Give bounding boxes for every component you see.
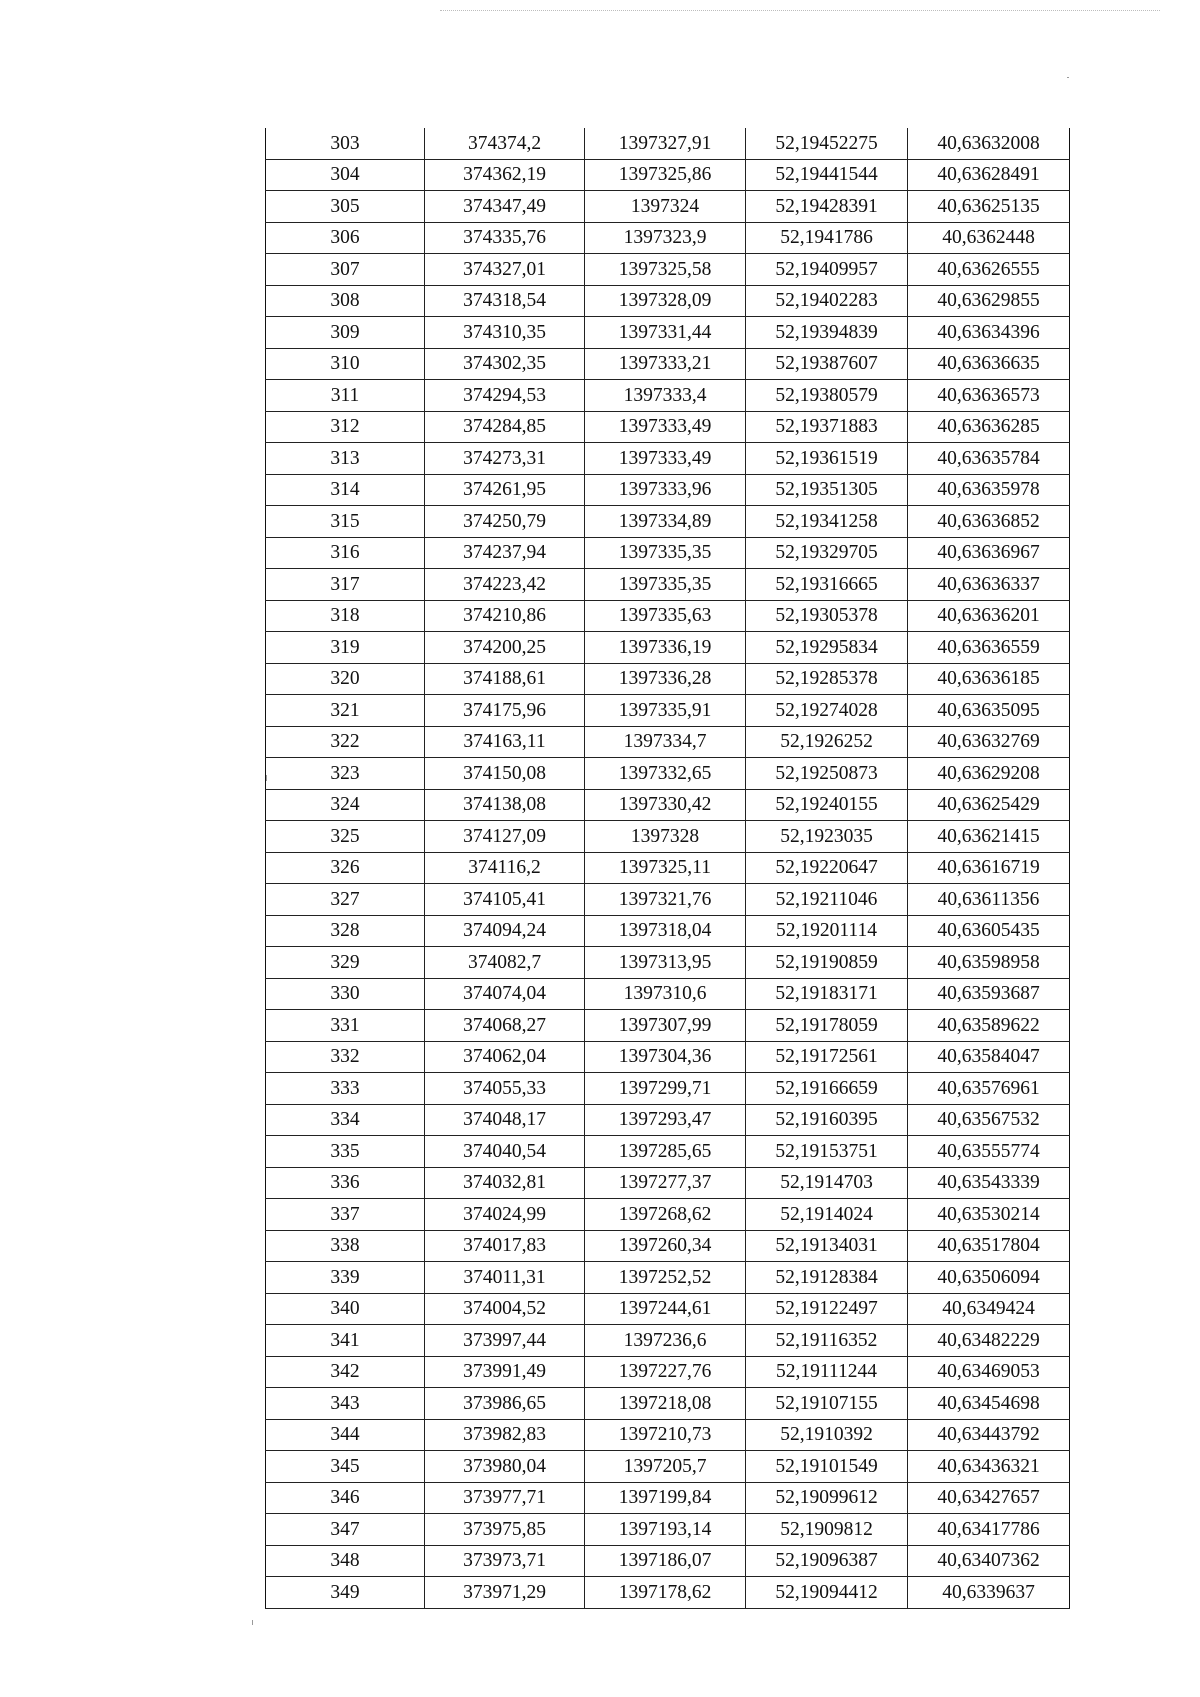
longitude-cell: 40,63628491 [908, 159, 1070, 191]
latitude-cell: 52,19387607 [746, 348, 908, 380]
y-coordinate-cell: 1397307,99 [585, 1010, 746, 1042]
table-row [266, 1356, 1070, 1388]
y-coordinate-cell: 1397336,28 [585, 663, 746, 695]
y-coordinate-cell: 1397277,37 [585, 1167, 746, 1199]
latitude-cell: 52,19111244 [746, 1356, 908, 1388]
y-coordinate-cell: 1397335,35 [585, 537, 746, 569]
longitude-cell: 40,63629208 [908, 758, 1070, 790]
y-coordinate-cell: 1397285,65 [585, 1136, 746, 1168]
y-coordinate-cell: 1397330,42 [585, 789, 746, 821]
longitude-cell: 40,63636852 [908, 506, 1070, 538]
longitude-cell: 40,63436321 [908, 1451, 1070, 1483]
x-coordinate-cell: 374273,31 [425, 443, 585, 475]
longitude-cell: 40,63636285 [908, 411, 1070, 443]
longitude-cell: 40,63469053 [908, 1356, 1070, 1388]
table-row [266, 978, 1070, 1010]
point-number-cell: 345 [266, 1451, 425, 1483]
longitude-cell: 40,63629855 [908, 285, 1070, 317]
table-row [266, 1388, 1070, 1420]
longitude-cell: 40,63611356 [908, 884, 1070, 916]
latitude-cell: 52,19153751 [746, 1136, 908, 1168]
point-number-cell: 307 [266, 254, 425, 286]
longitude-cell: 40,63625135 [908, 191, 1070, 223]
y-coordinate-cell: 1397304,36 [585, 1041, 746, 1073]
latitude-cell: 52,19285378 [746, 663, 908, 695]
table-row [266, 1419, 1070, 1451]
point-number-cell: 305 [266, 191, 425, 223]
longitude-cell: 40,63443792 [908, 1419, 1070, 1451]
point-number-cell: 326 [266, 852, 425, 884]
table-row [266, 663, 1070, 695]
latitude-cell: 52,19122497 [746, 1293, 908, 1325]
longitude-cell: 40,63621415 [908, 821, 1070, 853]
table-row [266, 789, 1070, 821]
y-coordinate-cell: 1397227,76 [585, 1356, 746, 1388]
point-number-cell: 304 [266, 159, 425, 191]
latitude-cell: 52,19101549 [746, 1451, 908, 1483]
x-coordinate-cell: 374200,25 [425, 632, 585, 664]
y-coordinate-cell: 1397236,6 [585, 1325, 746, 1357]
longitude-cell: 40,63454698 [908, 1388, 1070, 1420]
longitude-cell: 40,63632769 [908, 726, 1070, 758]
table-row [266, 1514, 1070, 1546]
y-coordinate-cell: 1397178,62 [585, 1577, 746, 1609]
latitude-cell: 52,19178059 [746, 1010, 908, 1042]
point-number-cell: 314 [266, 474, 425, 506]
table-row [266, 758, 1070, 790]
latitude-cell: 52,19329705 [746, 537, 908, 569]
latitude-cell: 52,19240155 [746, 789, 908, 821]
longitude-cell: 40,63634396 [908, 317, 1070, 349]
y-coordinate-cell: 1397328 [585, 821, 746, 853]
latitude-cell: 52,19295834 [746, 632, 908, 664]
longitude-cell: 40,6349424 [908, 1293, 1070, 1325]
y-coordinate-cell: 1397260,34 [585, 1230, 746, 1262]
table-row [266, 915, 1070, 947]
x-coordinate-cell: 374347,49 [425, 191, 585, 223]
table-row [266, 1230, 1070, 1262]
table-row [266, 600, 1070, 632]
y-coordinate-cell: 1397310,6 [585, 978, 746, 1010]
longitude-cell: 40,63636559 [908, 632, 1070, 664]
y-coordinate-cell: 1397193,14 [585, 1514, 746, 1546]
latitude-cell: 52,19428391 [746, 191, 908, 223]
y-coordinate-cell: 1397205,7 [585, 1451, 746, 1483]
y-coordinate-cell: 1397336,19 [585, 632, 746, 664]
x-coordinate-cell: 373986,65 [425, 1388, 585, 1420]
point-number-cell: 321 [266, 695, 425, 727]
y-coordinate-cell: 1397333,21 [585, 348, 746, 380]
point-number-cell: 348 [266, 1545, 425, 1577]
table-row [266, 159, 1070, 191]
longitude-cell: 40,63530214 [908, 1199, 1070, 1231]
latitude-cell: 52,19250873 [746, 758, 908, 790]
point-number-cell: 316 [266, 537, 425, 569]
table-row [266, 254, 1070, 286]
table-row [266, 852, 1070, 884]
longitude-cell: 40,63616719 [908, 852, 1070, 884]
latitude-cell: 52,19371883 [746, 411, 908, 443]
x-coordinate-cell: 373973,71 [425, 1545, 585, 1577]
point-number-cell: 325 [266, 821, 425, 853]
y-coordinate-cell: 1397335,91 [585, 695, 746, 727]
x-coordinate-cell: 374310,35 [425, 317, 585, 349]
y-coordinate-cell: 1397268,62 [585, 1199, 746, 1231]
x-coordinate-cell: 374004,52 [425, 1293, 585, 1325]
y-coordinate-cell: 1397293,47 [585, 1104, 746, 1136]
x-coordinate-cell: 373975,85 [425, 1514, 585, 1546]
point-number-cell: 342 [266, 1356, 425, 1388]
table-row [266, 1325, 1070, 1357]
point-number-cell: 310 [266, 348, 425, 380]
point-number-cell: 308 [266, 285, 425, 317]
coordinates-table-body [266, 128, 1070, 1608]
latitude-cell: 52,1910392 [746, 1419, 908, 1451]
point-number-cell: 330 [266, 978, 425, 1010]
table-row [266, 1073, 1070, 1105]
latitude-cell: 52,19183171 [746, 978, 908, 1010]
y-coordinate-cell: 1397325,86 [585, 159, 746, 191]
x-coordinate-cell: 374188,61 [425, 663, 585, 695]
point-number-cell: 332 [266, 1041, 425, 1073]
latitude-cell: 52,19402283 [746, 285, 908, 317]
latitude-cell: 52,19441544 [746, 159, 908, 191]
longitude-cell: 40,63636967 [908, 537, 1070, 569]
x-coordinate-cell: 374055,33 [425, 1073, 585, 1105]
latitude-cell: 52,1914024 [746, 1199, 908, 1231]
table-row [266, 1167, 1070, 1199]
longitude-cell: 40,63626555 [908, 254, 1070, 286]
coordinates-table [265, 128, 1070, 1609]
point-number-cell: 328 [266, 915, 425, 947]
latitude-cell: 52,19452275 [746, 128, 908, 159]
latitude-cell: 52,19394839 [746, 317, 908, 349]
point-number-cell: 329 [266, 947, 425, 979]
table-row [266, 537, 1070, 569]
x-coordinate-cell: 374163,11 [425, 726, 585, 758]
longitude-cell: 40,63567532 [908, 1104, 1070, 1136]
table-row [266, 380, 1070, 412]
x-coordinate-cell: 374127,09 [425, 821, 585, 853]
point-number-cell: 336 [266, 1167, 425, 1199]
x-coordinate-cell: 374335,76 [425, 222, 585, 254]
table-row [266, 1104, 1070, 1136]
longitude-cell: 40,63543339 [908, 1167, 1070, 1199]
y-coordinate-cell: 1397186,07 [585, 1545, 746, 1577]
latitude-cell: 52,19201114 [746, 915, 908, 947]
latitude-cell: 52,1914703 [746, 1167, 908, 1199]
latitude-cell: 52,19409957 [746, 254, 908, 286]
x-coordinate-cell: 374116,2 [425, 852, 585, 884]
point-number-cell: 318 [266, 600, 425, 632]
point-number-cell: 320 [266, 663, 425, 695]
x-coordinate-cell: 374250,79 [425, 506, 585, 538]
x-coordinate-cell: 374210,86 [425, 600, 585, 632]
latitude-cell: 52,19099612 [746, 1482, 908, 1514]
y-coordinate-cell: 1397333,49 [585, 411, 746, 443]
x-coordinate-cell: 374094,24 [425, 915, 585, 947]
latitude-cell: 52,19361519 [746, 443, 908, 475]
y-coordinate-cell: 1397334,89 [585, 506, 746, 538]
scan-edge-line [440, 10, 1160, 11]
scan-speck [252, 1620, 253, 1625]
y-coordinate-cell: 1397210,73 [585, 1419, 746, 1451]
x-coordinate-cell: 374074,04 [425, 978, 585, 1010]
y-coordinate-cell: 1397318,04 [585, 915, 746, 947]
longitude-cell: 40,63584047 [908, 1041, 1070, 1073]
x-coordinate-cell: 374327,01 [425, 254, 585, 286]
table-row [266, 1545, 1070, 1577]
latitude-cell: 52,19128384 [746, 1262, 908, 1294]
x-coordinate-cell: 374032,81 [425, 1167, 585, 1199]
latitude-cell: 52,19305378 [746, 600, 908, 632]
point-number-cell: 323 [266, 758, 425, 790]
table-row [266, 947, 1070, 979]
latitude-cell: 52,1926252 [746, 726, 908, 758]
point-number-cell: 324 [266, 789, 425, 821]
latitude-cell: 52,1909812 [746, 1514, 908, 1546]
point-number-cell: 338 [266, 1230, 425, 1262]
y-coordinate-cell: 1397333,96 [585, 474, 746, 506]
y-coordinate-cell: 1397313,95 [585, 947, 746, 979]
point-number-cell: 317 [266, 569, 425, 601]
table-row [266, 411, 1070, 443]
x-coordinate-cell: 373997,44 [425, 1325, 585, 1357]
latitude-cell: 52,19341258 [746, 506, 908, 538]
table-row [266, 1577, 1070, 1609]
x-coordinate-cell: 374318,54 [425, 285, 585, 317]
y-coordinate-cell: 1397331,44 [585, 317, 746, 349]
point-number-cell: 341 [266, 1325, 425, 1357]
latitude-cell: 52,19316665 [746, 569, 908, 601]
point-number-cell: 331 [266, 1010, 425, 1042]
x-coordinate-cell: 373991,49 [425, 1356, 585, 1388]
x-coordinate-cell: 373980,04 [425, 1451, 585, 1483]
point-number-cell: 311 [266, 380, 425, 412]
point-number-cell: 334 [266, 1104, 425, 1136]
longitude-cell: 40,63636201 [908, 600, 1070, 632]
latitude-cell: 52,1923035 [746, 821, 908, 853]
x-coordinate-cell: 374082,7 [425, 947, 585, 979]
point-number-cell: 322 [266, 726, 425, 758]
y-coordinate-cell: 1397321,76 [585, 884, 746, 916]
x-coordinate-cell: 374062,04 [425, 1041, 585, 1073]
longitude-cell: 40,63605435 [908, 915, 1070, 947]
point-number-cell: 319 [266, 632, 425, 664]
latitude-cell: 52,19160395 [746, 1104, 908, 1136]
point-number-cell: 340 [266, 1293, 425, 1325]
y-coordinate-cell: 1397323,9 [585, 222, 746, 254]
latitude-cell: 52,19220647 [746, 852, 908, 884]
y-coordinate-cell: 1397333,4 [585, 380, 746, 412]
table-row [266, 317, 1070, 349]
x-coordinate-cell: 374024,99 [425, 1199, 585, 1231]
longitude-cell: 40,63506094 [908, 1262, 1070, 1294]
point-number-cell: 335 [266, 1136, 425, 1168]
y-coordinate-cell: 1397325,58 [585, 254, 746, 286]
longitude-cell: 40,63589622 [908, 1010, 1070, 1042]
y-coordinate-cell: 1397328,09 [585, 285, 746, 317]
table-row [266, 1262, 1070, 1294]
table-row [266, 884, 1070, 916]
longitude-cell: 40,63635095 [908, 695, 1070, 727]
point-number-cell: 303 [266, 128, 425, 159]
x-coordinate-cell: 374175,96 [425, 695, 585, 727]
y-coordinate-cell: 1397335,35 [585, 569, 746, 601]
y-coordinate-cell: 1397299,71 [585, 1073, 746, 1105]
point-number-cell: 327 [266, 884, 425, 916]
table-row [266, 821, 1070, 853]
point-number-cell: 312 [266, 411, 425, 443]
x-coordinate-cell: 374068,27 [425, 1010, 585, 1042]
x-coordinate-cell: 374362,19 [425, 159, 585, 191]
x-coordinate-cell: 374237,94 [425, 537, 585, 569]
point-number-cell: 346 [266, 1482, 425, 1514]
longitude-cell: 40,63407362 [908, 1545, 1070, 1577]
latitude-cell: 52,19211046 [746, 884, 908, 916]
y-coordinate-cell: 1397252,52 [585, 1262, 746, 1294]
y-coordinate-cell: 1397335,63 [585, 600, 746, 632]
x-coordinate-cell: 374284,85 [425, 411, 585, 443]
latitude-cell: 52,1941786 [746, 222, 908, 254]
table-row [266, 1451, 1070, 1483]
table-row [266, 222, 1070, 254]
longitude-cell: 40,6362448 [908, 222, 1070, 254]
table-row [266, 474, 1070, 506]
latitude-cell: 52,19134031 [746, 1230, 908, 1262]
point-number-cell: 313 [266, 443, 425, 475]
y-coordinate-cell: 1397327,91 [585, 128, 746, 159]
x-coordinate-cell: 374105,41 [425, 884, 585, 916]
x-coordinate-cell: 374302,35 [425, 348, 585, 380]
y-coordinate-cell: 1397334,7 [585, 726, 746, 758]
latitude-cell: 52,19096387 [746, 1545, 908, 1577]
point-number-cell: 343 [266, 1388, 425, 1420]
y-coordinate-cell: 1397218,08 [585, 1388, 746, 1420]
x-coordinate-cell: 373977,71 [425, 1482, 585, 1514]
longitude-cell: 40,63636635 [908, 348, 1070, 380]
point-number-cell: 347 [266, 1514, 425, 1546]
x-coordinate-cell: 374294,53 [425, 380, 585, 412]
longitude-cell: 40,63517804 [908, 1230, 1070, 1262]
latitude-cell: 52,19094412 [746, 1577, 908, 1609]
table-row [266, 128, 1070, 159]
table-row [266, 443, 1070, 475]
table-row [266, 726, 1070, 758]
latitude-cell: 52,19380579 [746, 380, 908, 412]
longitude-cell: 40,63598958 [908, 947, 1070, 979]
table-row [266, 1482, 1070, 1514]
latitude-cell: 52,19116352 [746, 1325, 908, 1357]
x-coordinate-cell: 374223,42 [425, 569, 585, 601]
y-coordinate-cell: 1397199,84 [585, 1482, 746, 1514]
point-number-cell: 306 [266, 222, 425, 254]
y-coordinate-cell: 1397332,65 [585, 758, 746, 790]
longitude-cell: 40,63635784 [908, 443, 1070, 475]
table-row [266, 1293, 1070, 1325]
x-coordinate-cell: 373971,29 [425, 1577, 585, 1609]
longitude-cell: 40,63555774 [908, 1136, 1070, 1168]
longitude-cell: 40,63632008 [908, 128, 1070, 159]
point-number-cell: 349 [266, 1577, 425, 1609]
table-row [266, 1010, 1070, 1042]
table-row [266, 348, 1070, 380]
latitude-cell: 52,19190859 [746, 947, 908, 979]
longitude-cell: 40,6339637 [908, 1577, 1070, 1609]
longitude-cell: 40,63636185 [908, 663, 1070, 695]
longitude-cell: 40,63635978 [908, 474, 1070, 506]
table-row [266, 1199, 1070, 1231]
x-coordinate-cell: 374048,17 [425, 1104, 585, 1136]
x-coordinate-cell: 374261,95 [425, 474, 585, 506]
longitude-cell: 40,63576961 [908, 1073, 1070, 1105]
point-number-cell: 315 [266, 506, 425, 538]
y-coordinate-cell: 1397244,61 [585, 1293, 746, 1325]
point-number-cell: 337 [266, 1199, 425, 1231]
longitude-cell: 40,63636337 [908, 569, 1070, 601]
latitude-cell: 52,19166659 [746, 1073, 908, 1105]
y-coordinate-cell: 1397325,11 [585, 852, 746, 884]
point-number-cell: 344 [266, 1419, 425, 1451]
table-row [266, 632, 1070, 664]
table-row [266, 506, 1070, 538]
longitude-cell: 40,63417786 [908, 1514, 1070, 1546]
table-row [266, 1041, 1070, 1073]
y-coordinate-cell: 1397324 [585, 191, 746, 223]
x-coordinate-cell: 374017,83 [425, 1230, 585, 1262]
point-number-cell: 339 [266, 1262, 425, 1294]
latitude-cell: 52,19107155 [746, 1388, 908, 1420]
table-row [266, 695, 1070, 727]
latitude-cell: 52,19351305 [746, 474, 908, 506]
point-number-cell: 309 [266, 317, 425, 349]
latitude-cell: 52,19172561 [746, 1041, 908, 1073]
scan-speck [1067, 77, 1069, 78]
table-row [266, 569, 1070, 601]
table-row [266, 191, 1070, 223]
x-coordinate-cell: 373982,83 [425, 1419, 585, 1451]
longitude-cell: 40,63625429 [908, 789, 1070, 821]
longitude-cell: 40,63482229 [908, 1325, 1070, 1357]
longitude-cell: 40,63593687 [908, 978, 1070, 1010]
longitude-cell: 40,63427657 [908, 1482, 1070, 1514]
point-number-cell: 333 [266, 1073, 425, 1105]
longitude-cell: 40,63636573 [908, 380, 1070, 412]
x-coordinate-cell: 374138,08 [425, 789, 585, 821]
table-row [266, 285, 1070, 317]
table-row [266, 1136, 1070, 1168]
x-coordinate-cell: 374150,08 [425, 758, 585, 790]
y-coordinate-cell: 1397333,49 [585, 443, 746, 475]
latitude-cell: 52,19274028 [746, 695, 908, 727]
x-coordinate-cell: 374374,2 [425, 128, 585, 159]
x-coordinate-cell: 374040,54 [425, 1136, 585, 1168]
x-coordinate-cell: 374011,31 [425, 1262, 585, 1294]
